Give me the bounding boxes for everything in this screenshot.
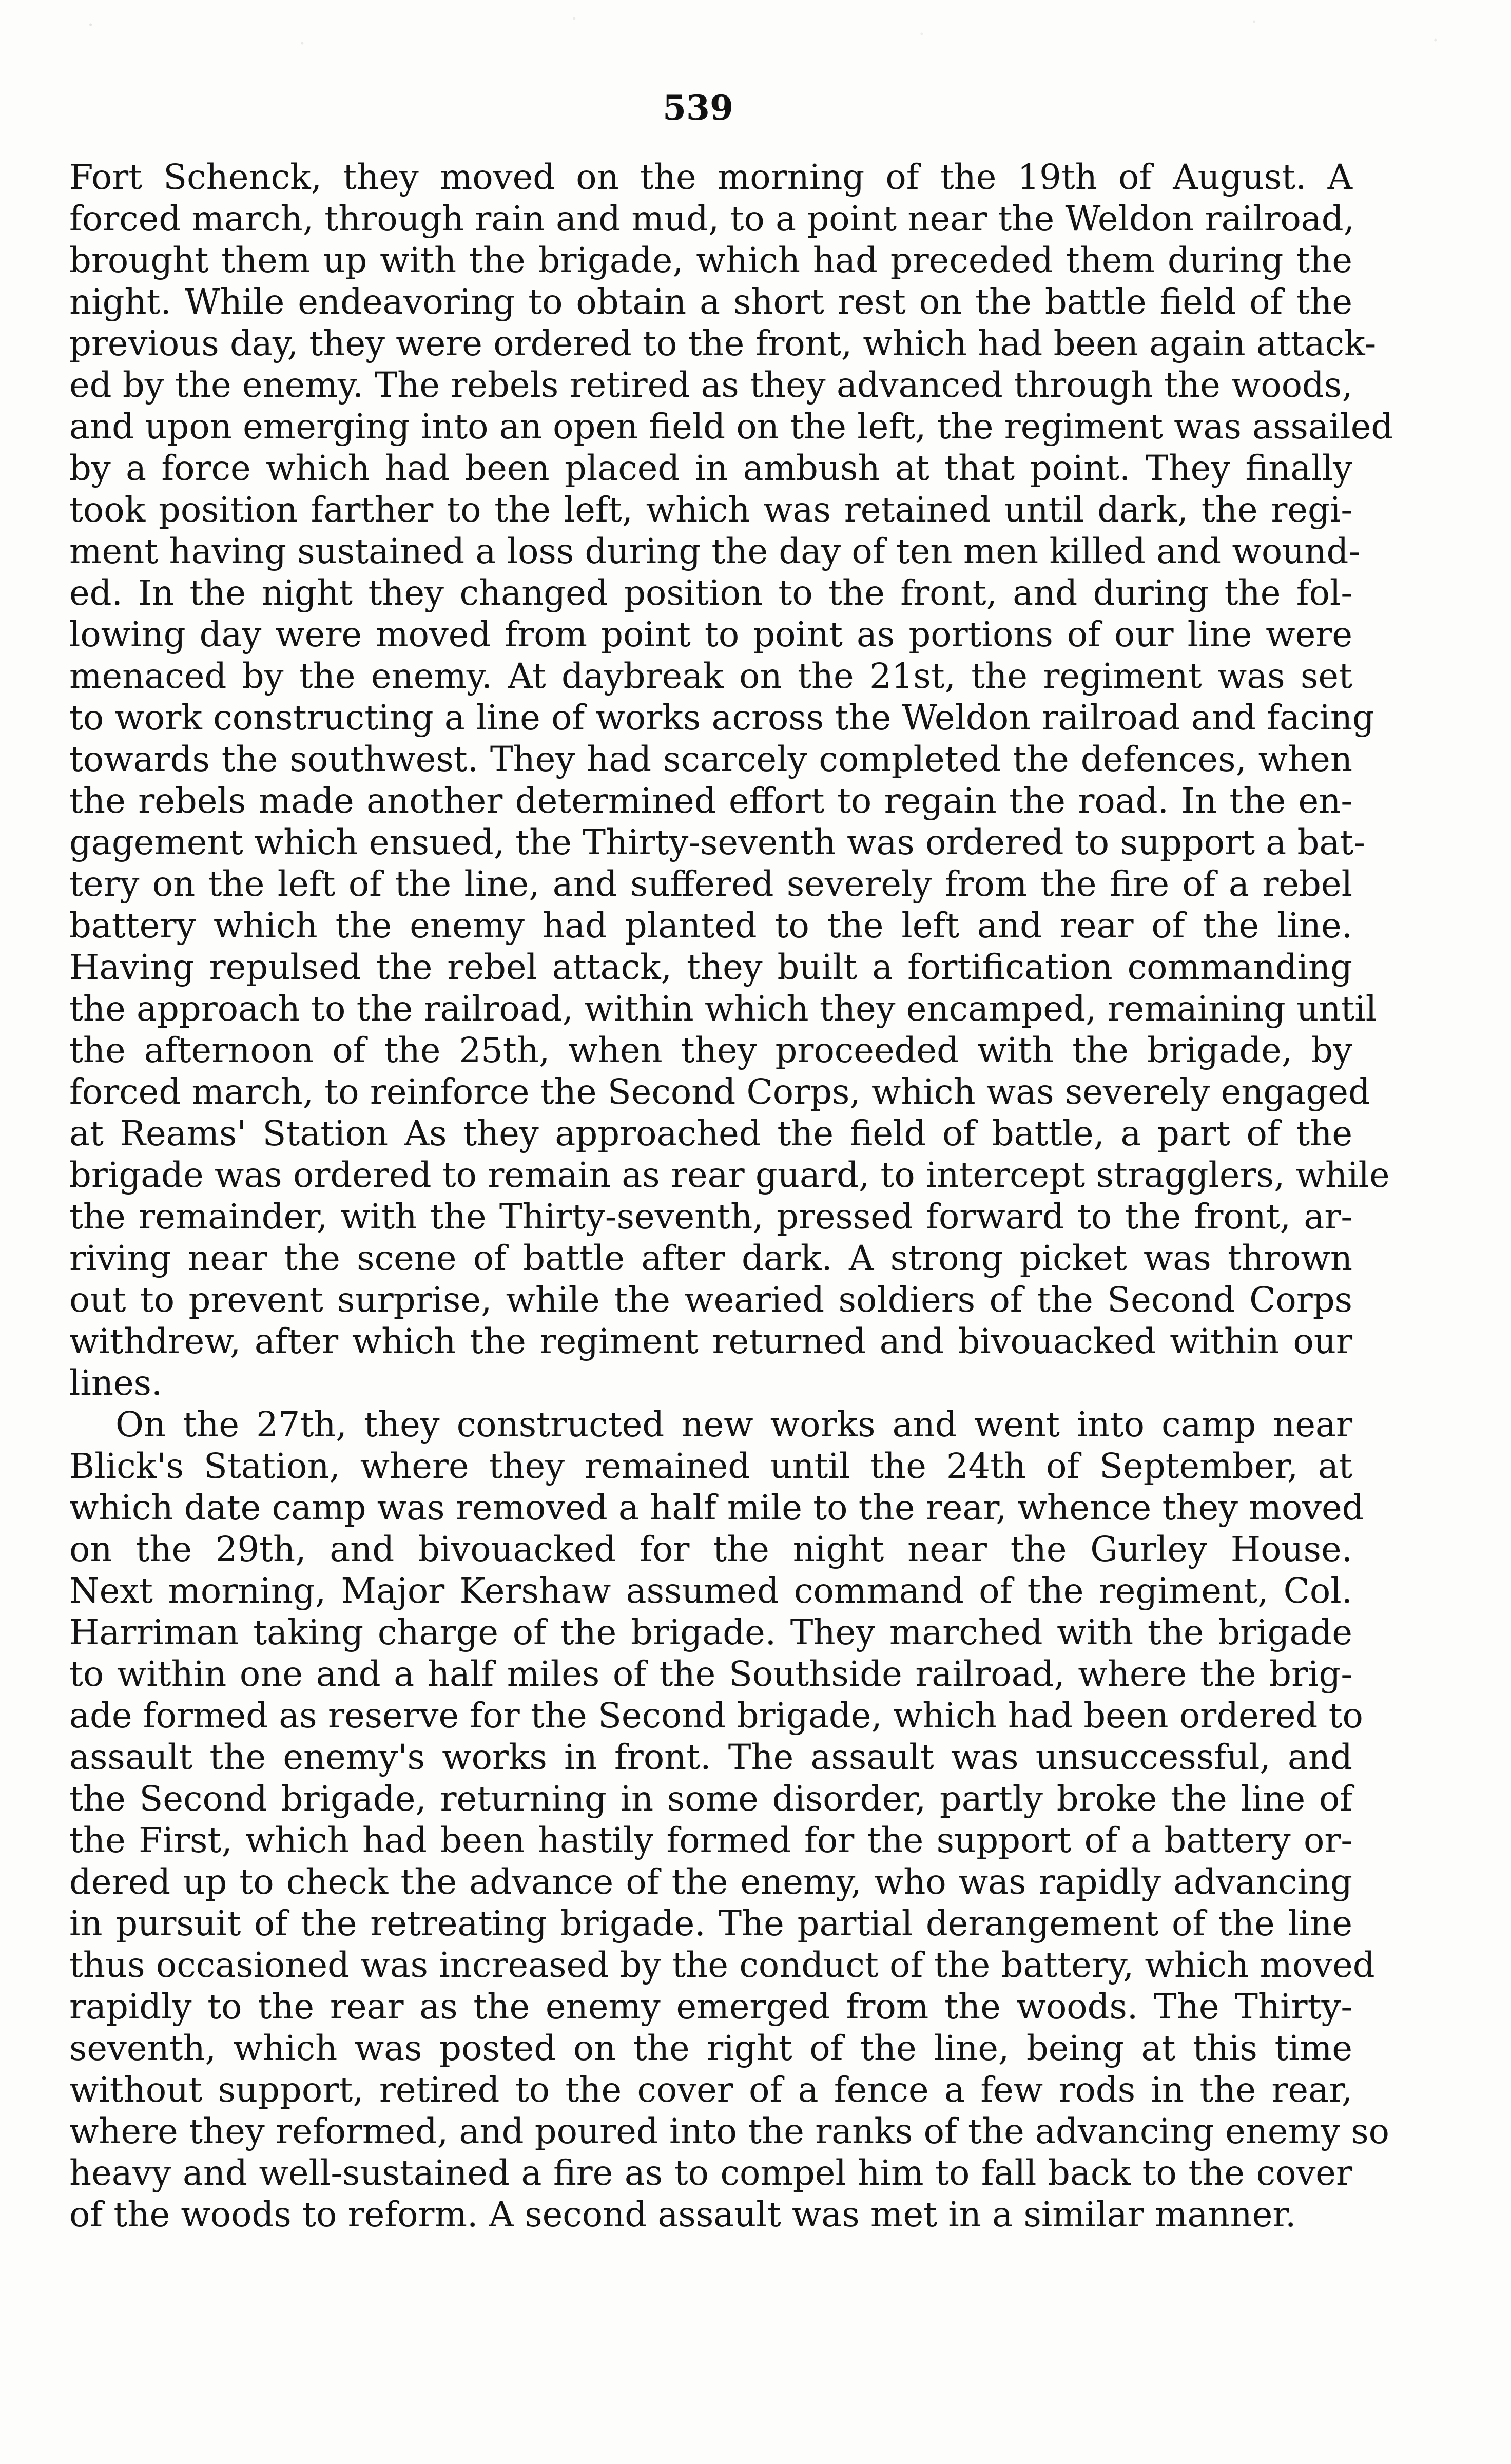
text-line: took position farther to the left, which was retained until dark, the regi- (69, 490, 1352, 530)
text-line: by a force which had been placed in ambush at that point. They finally (69, 448, 1352, 488)
text-line: Having repulsed the rebel attack, they built a fortification commanding (69, 947, 1352, 987)
text-line: the First, which had been hastily formed for the support of a battery or- (69, 1820, 1352, 1860)
text-line: the Second brigade, returning in some disorder, partly broke the line of (69, 1779, 1352, 1819)
text-line: ment having sustained a loss during the day of ten men killed and wound- (69, 531, 1360, 571)
text-line: seventh, which was posted on the right of the line, being at this time (69, 2028, 1352, 2068)
text-line: ade formed as reserve for the Second brigade, which had been ordered to (69, 1696, 1363, 1736)
text-line: of the woods to reform. A second assault was met in a similar manner. (69, 2194, 1296, 2235)
text-line: thus occasioned was increased by the conduct of the battery, which moved (69, 1945, 1375, 1985)
text-line: lines. (69, 1363, 163, 1403)
text-line: riving near the scene of battle after dark. A strong picket was thrown (69, 1238, 1352, 1278)
text-line: Next morning, Major Kershaw assumed command of the regiment, Col. (69, 1571, 1352, 1611)
text-line: the rebels made another determined effort to regain the road. In the en- (69, 781, 1352, 821)
text-line: tery on the left of the line, and suffered severely from the fire of a rebel (69, 864, 1352, 904)
text-line: the approach to the railroad, within which they encamped, remaining until (69, 989, 1377, 1029)
text-line: where they reformed, and poured into the ranks of the advancing enemy so (69, 2111, 1389, 2151)
text-line: the remainder, with the Thirty-seventh, pressed forward to the front, ar- (69, 1197, 1352, 1237)
text-line: brigade was ordered to remain as rear guard, to intercept stragglers, while (69, 1155, 1390, 1195)
text-line: assault the enemy's works in front. The assault was unsuccessful, and (69, 1737, 1352, 1777)
text-line: Harriman taking charge of the brigade. They marched with the brigade (69, 1612, 1352, 1652)
text-line: battery which the enemy had planted to the left and rear of the line. (69, 906, 1352, 946)
scan-noise (0, 0, 1511, 62)
text-line: brought them up with the brigade, which had preceded them during the (69, 240, 1352, 280)
text-line: ed. In the night they changed position to the front, and during the fol- (69, 573, 1352, 613)
text-line: which date camp was removed a half mile to the rear, whence they moved (69, 1488, 1364, 1528)
text-line: in pursuit of the retreating brigade. The partial derangement of the line (69, 1903, 1352, 1943)
text-line: menaced by the enemy. At daybreak on the 21st, the regiment was set (69, 656, 1352, 696)
text-line: gagement which ensued, the Thirty-seventh was ordered to support a bat- (69, 822, 1365, 862)
text-line: forced march, to reinforce the Second Corps, which was severely engaged (69, 1072, 1370, 1112)
text-line: to work constructing a line of works across the Weldon railroad and facing (69, 698, 1374, 738)
text-line: without support, retired to the cover of a fence a few rods in the rear, (69, 2070, 1352, 2110)
text-line: towards the southwest. They had scarcely completed the defences, when (69, 739, 1352, 779)
text-line: to within one and a half miles of the Southside railroad, where the brig- (69, 1654, 1352, 1694)
text-line: on the 29th, and bivouacked for the night near the Gurley House. (69, 1529, 1352, 1569)
text-line: and upon emerging into an open field on the left, the regiment was assailed (69, 407, 1393, 447)
body-text (69, 157, 1393, 2236)
text-line: lowing day were moved from point to point as portions of our line were (69, 614, 1352, 654)
text-line: Blick's Station, where they remained until the 24th of September, at (69, 1446, 1352, 1486)
text-line: night. While endeavoring to obtain a short rest on the battle field of the (69, 282, 1352, 322)
text-line: withdrew, after which the regiment returned and bivouacked within our (69, 1321, 1352, 1361)
text-line: dered up to check the advance of the enemy, who was rapidly advancing (69, 1862, 1352, 1902)
text-line: previous day, they were ordered to the front, which had been again attack- (69, 323, 1377, 363)
text-line: forced march, through rain and mud, to a point near the Weldon railroad, (69, 199, 1354, 239)
page-number: 539 (663, 88, 733, 128)
text-line: the afternoon of the 25th, when they proceeded with the brigade, by (69, 1030, 1352, 1070)
text-line: Fort Schenck, they moved on the morning of the 19th of August. A (69, 157, 1352, 197)
text-line: heavy and well-sustained a fire as to compel him to fall back to the cover (69, 2153, 1352, 2193)
text-line: On the 27th, they constructed new works and went into camp near (115, 1404, 1352, 1445)
text-line: ed by the enemy. The rebels retired as they advanced through the woods, (69, 365, 1353, 405)
text-line: out to prevent surprise, while the wearied soldiers of the Second Corps (69, 1280, 1352, 1320)
text-line: at Reams' Station As they approached the field of battle, a part of the (69, 1113, 1352, 1153)
text-line: rapidly to the rear as the enemy emerged from the woods. The Thirty- (69, 1987, 1352, 2027)
